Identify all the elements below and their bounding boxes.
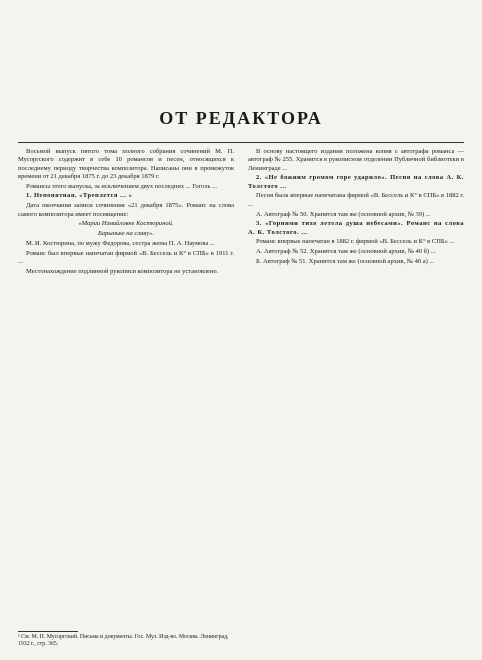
right-paragraph-8: Б. Автограф № 51. Хранится там же (основной архив, № 40 а) ... <box>256 258 435 266</box>
right-paragraph-3: Песня была впервые напечатана фирмой «В. Бессель и К° в СПБ» в 1882 г. ... <box>248 192 464 208</box>
left-paragraph-7: М. И. Костюрина, по мужу Федорова, сестра жены П. А. Наумова ... <box>26 239 215 247</box>
page-title: ОТ РЕДАКТОРА <box>159 108 323 128</box>
left-paragraph-1: Восьмой выпуск пятого тома полного собрания сочинений М. П. Мусоргского содержит в себе 10 романсов и песен, относящихся к последнему периоду творчества композитора. Написаны они в промежуток времени от 21 декабря 1875 г. до 23 декабря 1879 г. <box>18 148 234 180</box>
footnote-rule <box>18 631 78 632</box>
right-paragraph-6: Романс впервые напечатан в 1882 г. фирмой «В. Бессель и К° в СПБ» ... <box>256 238 455 246</box>
right-column <box>248 148 464 628</box>
footnote: ¹ См. М. П. Мусоргский. Письма и документы. Гос. Муз. Изд-во. Москва. Ленинград, 1932 г., стр. 365. <box>18 634 229 647</box>
left-paragraph-6: Барыньке на славу». <box>97 230 155 238</box>
right-paragraph-1: В основу настоящего издания положена копия с автографа романса — автограф № 255. Хранится в рукописном отделении Публичной библиотеки в Ленинграде ... <box>248 148 464 172</box>
heading-rule <box>18 142 464 143</box>
left-paragraph-3: 1. Непонятная. «Треплется ... » <box>26 192 133 200</box>
left-paragraph-9: Местонахождение подлинной рукописи композитора не установлено. <box>26 267 219 275</box>
left-paragraph-2: Романсы этого выпуска, за исключением двух последних ... Гоголь ... <box>26 182 218 190</box>
right-paragraph-4: А. Автограф № 50. Хранится там же (основной архив, № 39) ... <box>256 210 431 218</box>
left-paragraph-4: Дата окончания записи сочинения «21 декабря 1875». Романс на слова самого композитора имеет посвящение: <box>18 202 234 218</box>
left-paragraph-8: Романс был впервые напечатан фирмой «В. Бессель и К° в СПБ» в 1911 г. ... <box>18 249 234 266</box>
right-paragraph-7: А. Автограф № 52. Хранится там же (основной архив, № 40 б) ... <box>256 248 436 256</box>
right-paragraph-2: 2. «Не божиим громом горе ударило». Песня на слова А. К. Толстого ... <box>248 174 464 190</box>
left-paragraph-5: «Марии Измайловне Костюриной. <box>78 220 174 228</box>
right-paragraph-5: 3. «Горними тихо летела душа небесами». Романс на слова А. К. Толстого. ... <box>248 220 464 236</box>
left-column <box>18 148 234 628</box>
